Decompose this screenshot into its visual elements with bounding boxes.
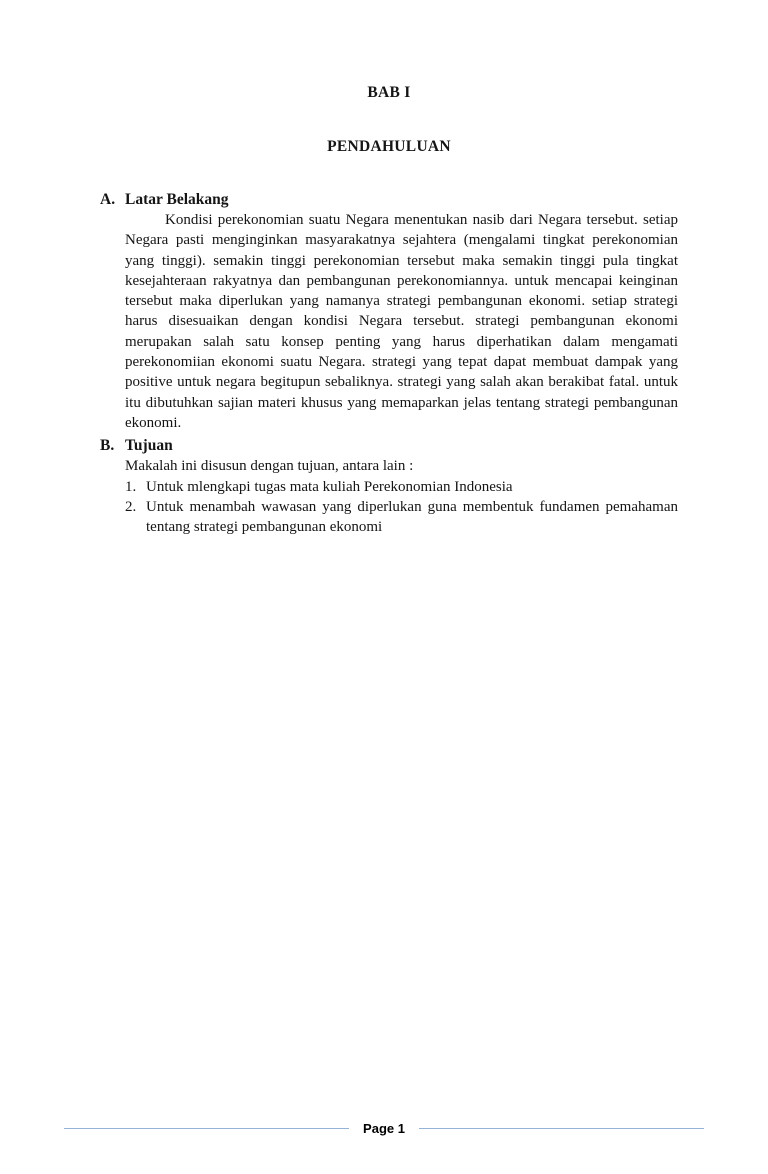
footer-rule-left	[64, 1128, 349, 1129]
page-number-label: Page 1	[363, 1121, 405, 1136]
list-item-2-text: Untuk menambah wawasan yang diperlukan guna membentuk fundamen pemahaman tentang strategi pembangunan ekonomi	[146, 498, 678, 536]
section-a-heading: Latar Belakang	[125, 191, 229, 208]
section-title: PENDAHULUAN	[327, 138, 451, 155]
section-a-heading-row	[100, 189, 678, 210]
section-a-paragraph: Kondisi perekonomian suatu Negara menentukan nasib dari Negara tersebut. setiap Negara pasti menginginkan masyarakatnya sejahtera (mengalami tingkat perekonomian yang tinggi). semakin tinggi perekonomian tersebut maka semakin tinggi pula tingkat kesejahteraan rakyatnya dan pembangunan perekonomiannya. untuk mencapai keinginan tersebut maka diperlukan yang namanya strategi pembangunan ekonomi. setiap strategi harus disesuaikan dengan kondisi Negara tersebut. strategi pembangunan ekonomi merupakan salah satu konsep penting yang harus diperhatikan dalam mengamati perekonomiian ekonomi suatu Negara. strategi yang tepat dapat membuat dampak yang positive untuk negara begitupun sebaliknya. strategi yang salah akan berakibat fatal. untuk itu dibutuhkan sajian materi khusus yang memaparkan jelas tentang strategi pembangunan ekonomi.	[125, 212, 678, 431]
section-a-body	[125, 210, 678, 433]
footer-rule-right	[419, 1128, 704, 1129]
section-tujuan	[100, 435, 678, 537]
section-latar-belakang	[100, 189, 678, 433]
list-item	[125, 477, 678, 497]
list-item-2-number: 2.	[125, 498, 137, 515]
list-item	[125, 497, 678, 538]
chapter-title: BAB I	[367, 84, 411, 101]
tujuan-list	[125, 477, 678, 538]
section-b-heading-row	[100, 435, 678, 456]
page-footer	[64, 1121, 704, 1136]
section-b-label: B.	[100, 437, 115, 455]
section-a-label: A.	[100, 191, 116, 208]
section-b-heading: Tujuan	[125, 437, 173, 455]
section-b-body	[125, 456, 678, 537]
list-item-1-number: 1.	[125, 478, 137, 495]
document-content	[0, 0, 768, 537]
list-item-1-text: Untuk mlengkapi tugas mata kuliah Perekonomian Indonesia	[146, 478, 513, 495]
section-b-intro: Makalah ini disusun dengan tujuan, antara lain :	[125, 458, 414, 475]
